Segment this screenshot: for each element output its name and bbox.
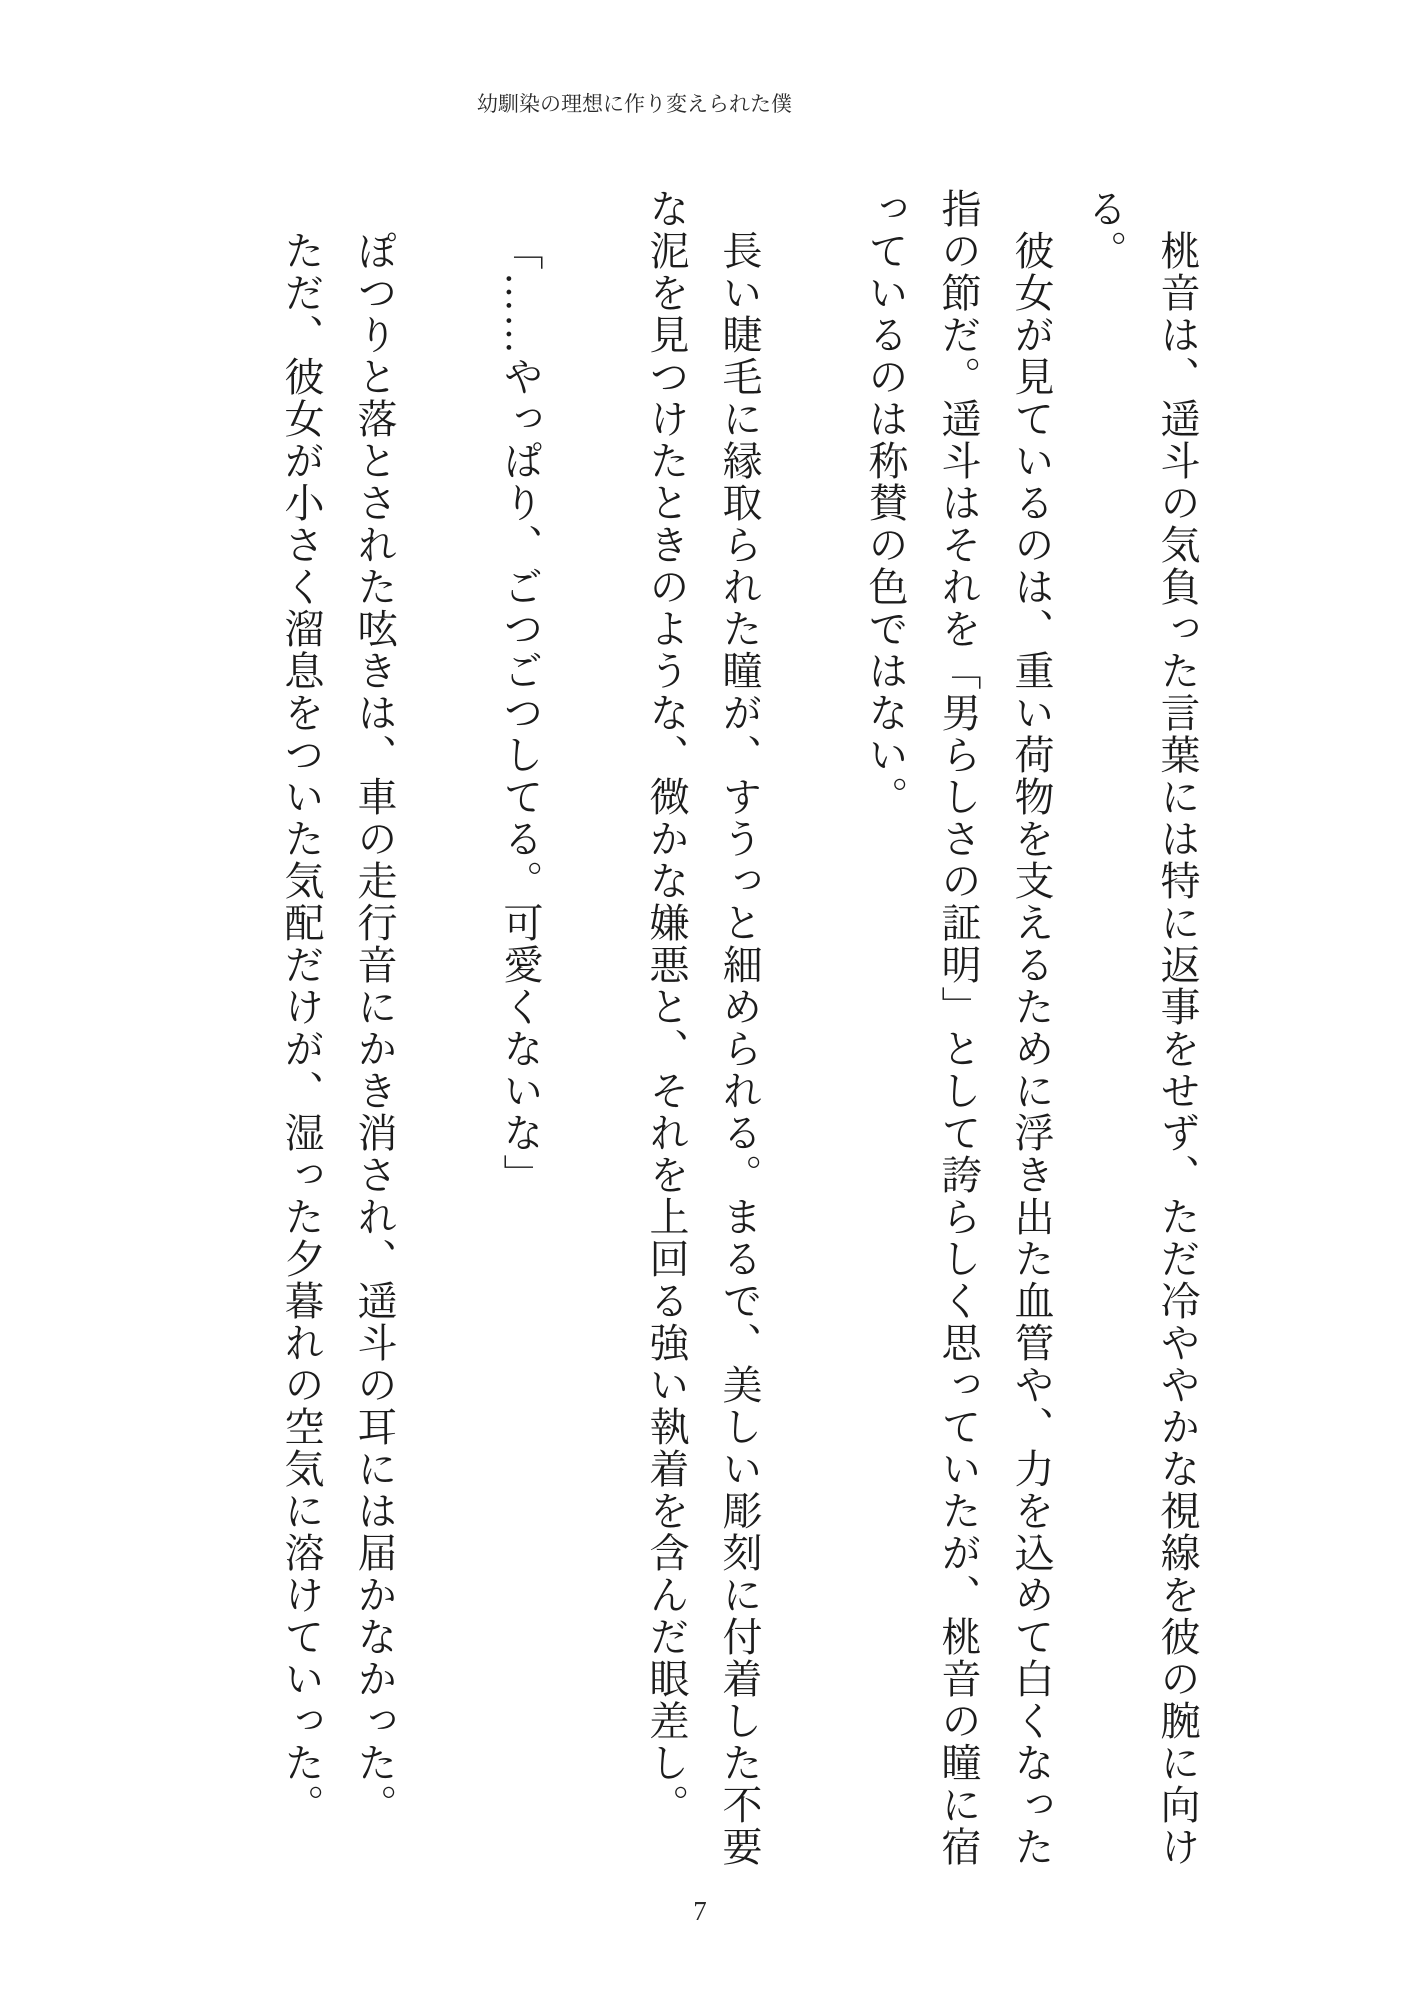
blank-line [411,188,484,1878]
paragraph: 桃音は、遥斗の気負った言葉には特に返事をせず、ただ冷ややかな視線を彼の腕に向ける。 [1082,188,1200,1868]
paragraph: 「……やっぱり、ごつごつしてる。可愛くないな」 [498,230,543,1196]
paragraph: ぽつりと落とされた呟きは、車の走行音にかき消され、遥斗の耳には届かなかった。 [352,230,397,1826]
running-header-title: 幼馴染の理想に作り変えられた僕 [477,92,792,116]
blank-line [776,188,849,1878]
blank-line [557,188,630,1878]
body-text [265,188,1214,1878]
page-number: 7 [693,1896,707,1926]
paragraph: ただ、彼女が小さく溜息をついた気配だけが、湿った夕暮れの空気に溶けていった。 [279,230,324,1826]
paragraph: 長い睫毛に縁取られた瞳が、すうっと細められる。まるで、美しい彫刻に付着した不要な泥を見つけたときのような、微かな嫌悪と、それを上回る強い執着を含んだ眼差し。 [644,188,762,1868]
paragraph: 彼女が見ているのは、重い荷物を支えるために浮き出た血管や、力を込めて白くなった指の節だ。遥斗はそれを「男らしさの証明」として誇らしく思っていたが、桃音の瞳に宿っているのは称賛の色ではない。 [863,188,1054,1868]
